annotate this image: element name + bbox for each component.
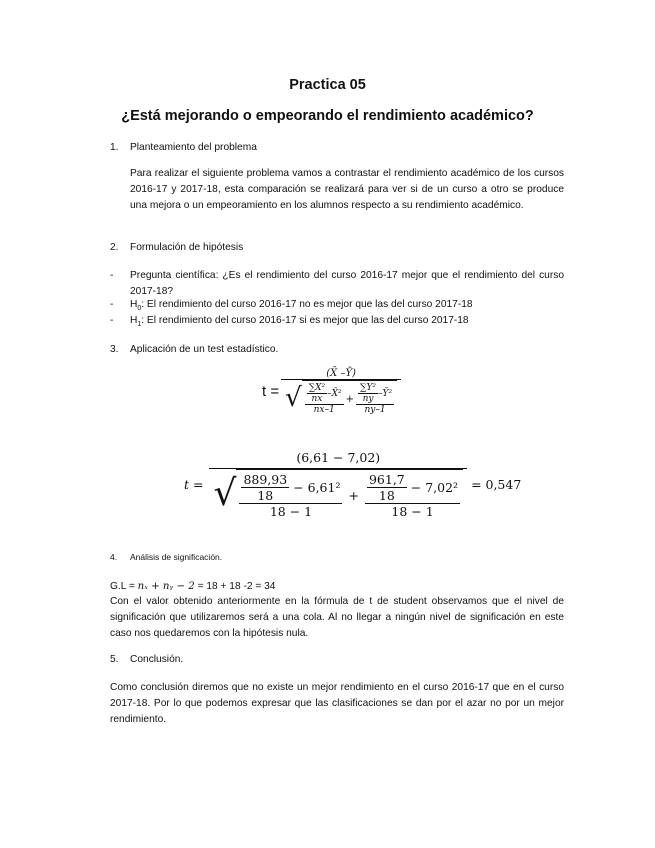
section-5-paragraph: Como conclusión diremos que no existe un mejor rendimiento en el curso 2016-17 que en el curso 2017-18. Por lo que podemos expresar que las clasificaciones se dan por el azar no por un mejor rendimiento. — [110, 682, 564, 725]
bullet-dash: - — [110, 270, 114, 281]
formula-generic: t = (X̄ –Ȳ) √ $\frac{\text{∑X²}}{nx}$ –X̄² nx–1 + $\frac{\text{∑Y²}}{ny}$ –Ȳ² ny–1 — [262, 368, 399, 415]
section-3-heading: Aplicación de un test estadístico. — [130, 344, 279, 355]
section-3-number: 3. — [110, 344, 119, 355]
section-5-number: 5. — [110, 654, 119, 665]
bullet-h1: $H_1$: El rendimiento del curso 2016-17 si es mejor que las del curso 2017-18 — [130, 315, 469, 329]
section-4-number: 4. — [110, 552, 118, 562]
bullet-question: Pregunta científica: ¿Es el rendimiento del curso 2016-17 mejor que el rendimiento del curso 2017-18? — [130, 270, 564, 297]
section-1-paragraph: Para realizar el siguiente problema vamos a contrastar el rendimiento académico de los cursos 2016-17 y 2017-18, esta comparación se realizará para ver si de un curso a otro se produce una mejora o un empeoramiento en los alumnos respecto a su rendimiento académico. — [130, 168, 564, 211]
section-1-number: 1. — [110, 142, 119, 153]
bullet-dash: - — [110, 315, 114, 326]
page-title: Practica 05 — [289, 77, 366, 93]
section-5-heading: Conclusión. — [130, 654, 184, 665]
section-1-heading: Planteamiento del problema — [130, 142, 257, 153]
page-subtitle: ¿Está mejorando o empeorando el rendimiento académico? — [121, 108, 534, 124]
degrees-of-freedom: G.L = nₓ + nᵧ − 2 = 18 + 18 -2 = 34 — [110, 581, 276, 592]
formula-numeric: t = (6,61 − 7,02) √ $\frac{889,93}{18}$ − 6,61² 18 − 1 + $\frac{961,7}{18}$ − 7,02² 18 − 1 = 0,547 — [184, 450, 522, 519]
section-4-paragraph: Con el valor obtenido anteriormente en la fórmula de t de student observamos que el nivel de significación que utilizaremos será a una cola. Al no llegar a ningún nivel de significación en este caso nos quedaremos con la hipótesis nula. — [110, 596, 564, 639]
bullet-h0: $H_0$: El rendimiento del curso 2016-17 no es mejor que las del curso 2017-18 — [130, 299, 473, 313]
section-4-heading: Análisis de significación. — [130, 552, 223, 562]
section-2-heading: Formulación de hipótesis — [130, 242, 244, 253]
section-2-number: 2. — [110, 242, 119, 253]
bullet-dash: - — [110, 299, 114, 310]
